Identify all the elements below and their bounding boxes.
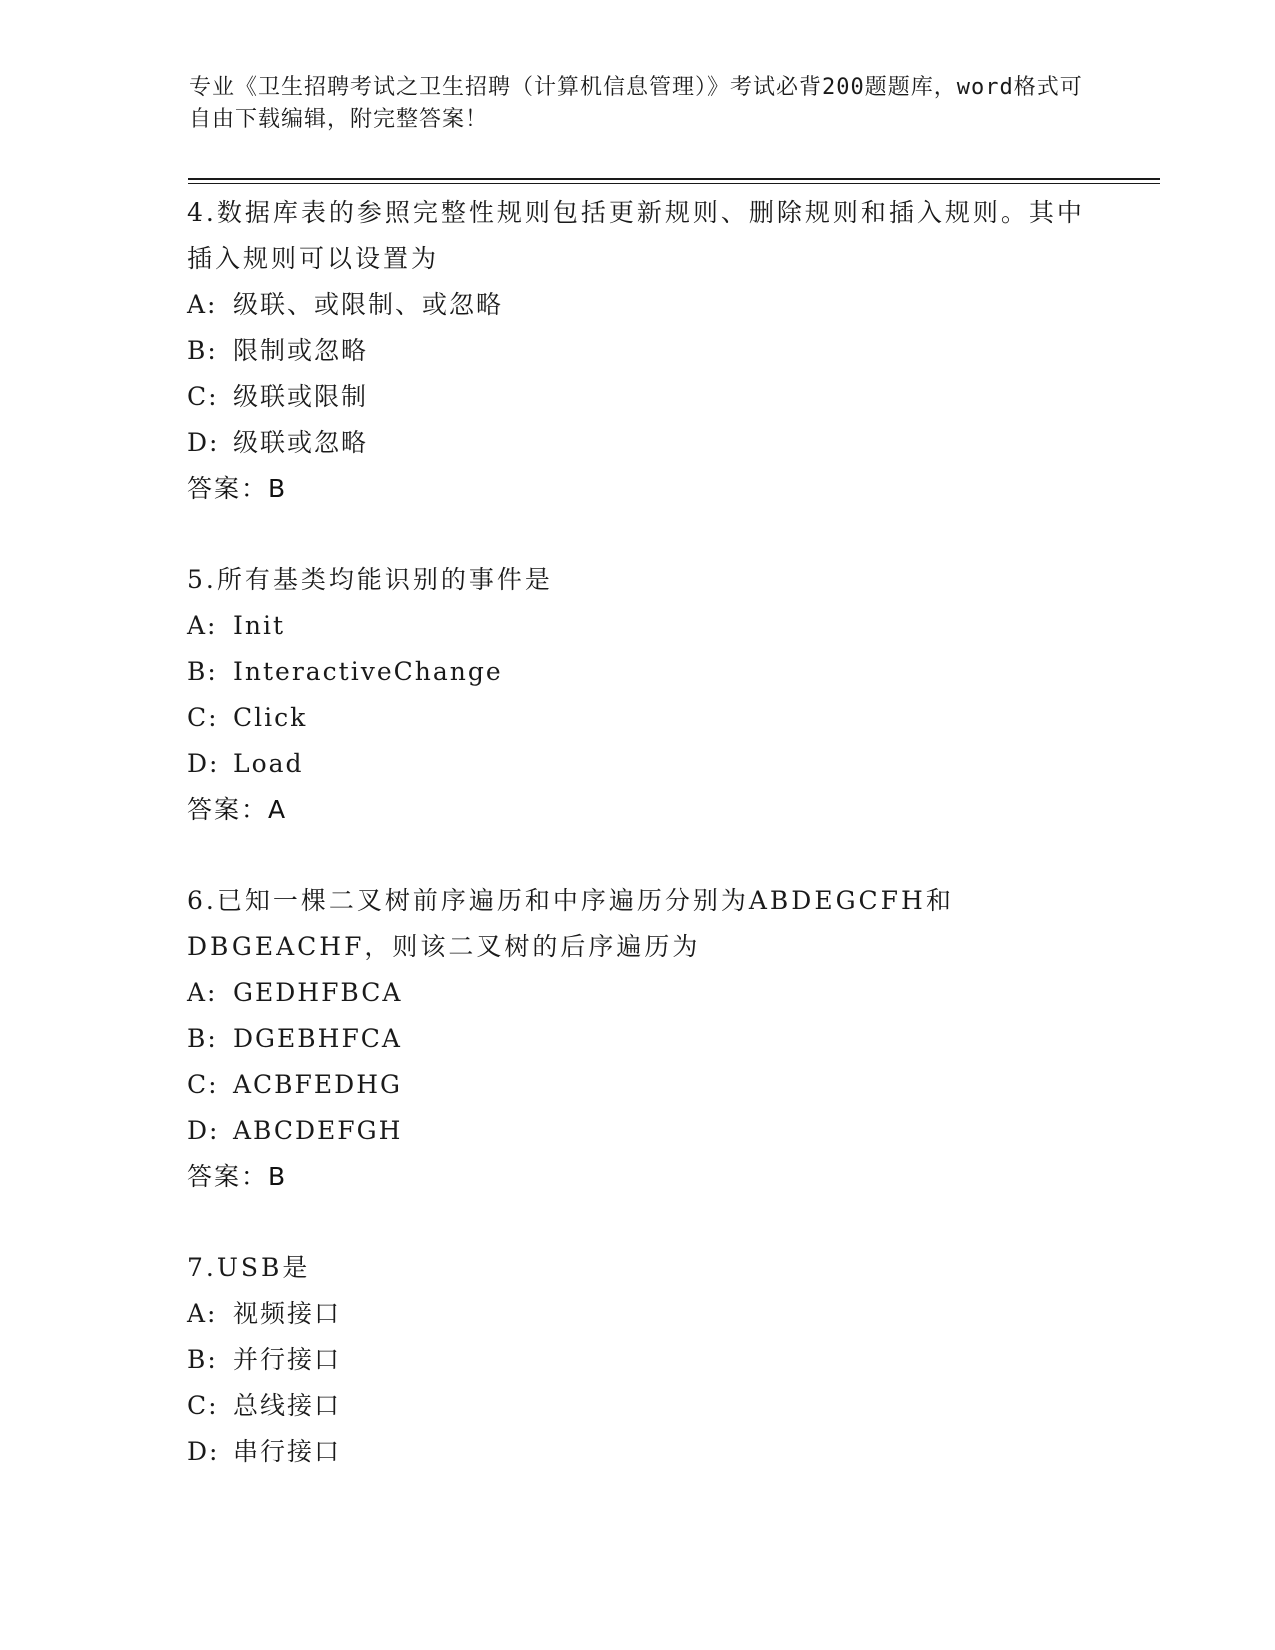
answer-label: 答案：A bbox=[187, 795, 288, 824]
option-text: 级联或限制 bbox=[233, 382, 369, 411]
option-letter: C: bbox=[187, 703, 219, 732]
option-letter: C: bbox=[187, 1070, 219, 1099]
option-a bbox=[187, 603, 1147, 649]
option-a bbox=[187, 282, 1147, 328]
option-text: Click bbox=[233, 703, 308, 732]
option-letter: C: bbox=[187, 1391, 219, 1420]
question-7 bbox=[187, 1245, 1147, 1475]
question-list bbox=[187, 190, 1147, 1520]
question-stem: 7.USB是 bbox=[187, 1253, 311, 1282]
option-letter: A: bbox=[187, 1299, 218, 1328]
option-text: Init bbox=[233, 611, 286, 640]
option-b bbox=[187, 1016, 1147, 1062]
option-letter: B: bbox=[187, 1024, 218, 1053]
option-d bbox=[187, 741, 1147, 787]
option-letter: B: bbox=[187, 336, 218, 365]
option-letter: D: bbox=[187, 1437, 220, 1466]
option-text: 总线接口 bbox=[233, 1391, 342, 1420]
option-text: 并行接口 bbox=[233, 1345, 342, 1374]
option-text: 级联、或限制、或忽略 bbox=[233, 290, 504, 319]
option-letter: C: bbox=[187, 382, 219, 411]
option-d bbox=[187, 1429, 1147, 1475]
option-d bbox=[187, 1108, 1147, 1154]
option-text: GEDHFBCA bbox=[233, 978, 403, 1007]
option-letter: B: bbox=[187, 657, 218, 686]
question-4 bbox=[187, 190, 1147, 512]
option-text: ABCDEFGH bbox=[233, 1116, 403, 1145]
option-text: 限制或忽略 bbox=[233, 336, 369, 365]
option-text: DGEBHFCA bbox=[233, 1024, 402, 1053]
header-divider-thick bbox=[188, 178, 1160, 180]
option-letter: A: bbox=[187, 978, 218, 1007]
option-letter: A: bbox=[187, 290, 218, 319]
question-stem: 4.数据库表的参照完整性规则包括更新规则、删除规则和插入规则。其中插入规则可以设置为 bbox=[187, 198, 1085, 273]
option-b bbox=[187, 1337, 1147, 1383]
option-letter: B: bbox=[187, 1345, 218, 1374]
option-c bbox=[187, 695, 1147, 741]
option-a bbox=[187, 1291, 1147, 1337]
option-text: 视频接口 bbox=[233, 1299, 342, 1328]
document-header: 专业《卫生招聘考试之卫生招聘（计算机信息管理）》考试必背200题题库，word格式可自由下载编辑，附完整答案！ bbox=[189, 75, 1083, 132]
option-c bbox=[187, 374, 1147, 420]
option-a bbox=[187, 970, 1147, 1016]
option-text: InteractiveChange bbox=[233, 657, 503, 686]
option-text: 级联或忽略 bbox=[233, 428, 369, 457]
option-b bbox=[187, 649, 1147, 695]
question-stem: 5.所有基类均能识别的事件是 bbox=[187, 565, 553, 594]
option-c bbox=[187, 1062, 1147, 1108]
question-stem: 6.已知一棵二叉树前序遍历和中序遍历分别为ABDEGCFH和DBGEACHF，则该二叉树的后序遍历为 bbox=[187, 886, 954, 961]
option-d bbox=[187, 420, 1147, 466]
answer-label: 答案：B bbox=[187, 1162, 288, 1191]
option-letter: D: bbox=[187, 1116, 220, 1145]
option-letter: A: bbox=[187, 611, 218, 640]
option-b bbox=[187, 328, 1147, 374]
option-text: Load bbox=[233, 749, 304, 778]
option-c bbox=[187, 1383, 1147, 1429]
header-divider-thin bbox=[188, 183, 1160, 184]
option-letter: D: bbox=[187, 749, 220, 778]
option-text: ACBFEDHG bbox=[233, 1070, 402, 1099]
option-letter: D: bbox=[187, 428, 220, 457]
question-5 bbox=[187, 557, 1147, 833]
answer-label: 答案：B bbox=[187, 474, 288, 503]
question-6 bbox=[187, 878, 1147, 1200]
option-text: 串行接口 bbox=[233, 1437, 342, 1466]
